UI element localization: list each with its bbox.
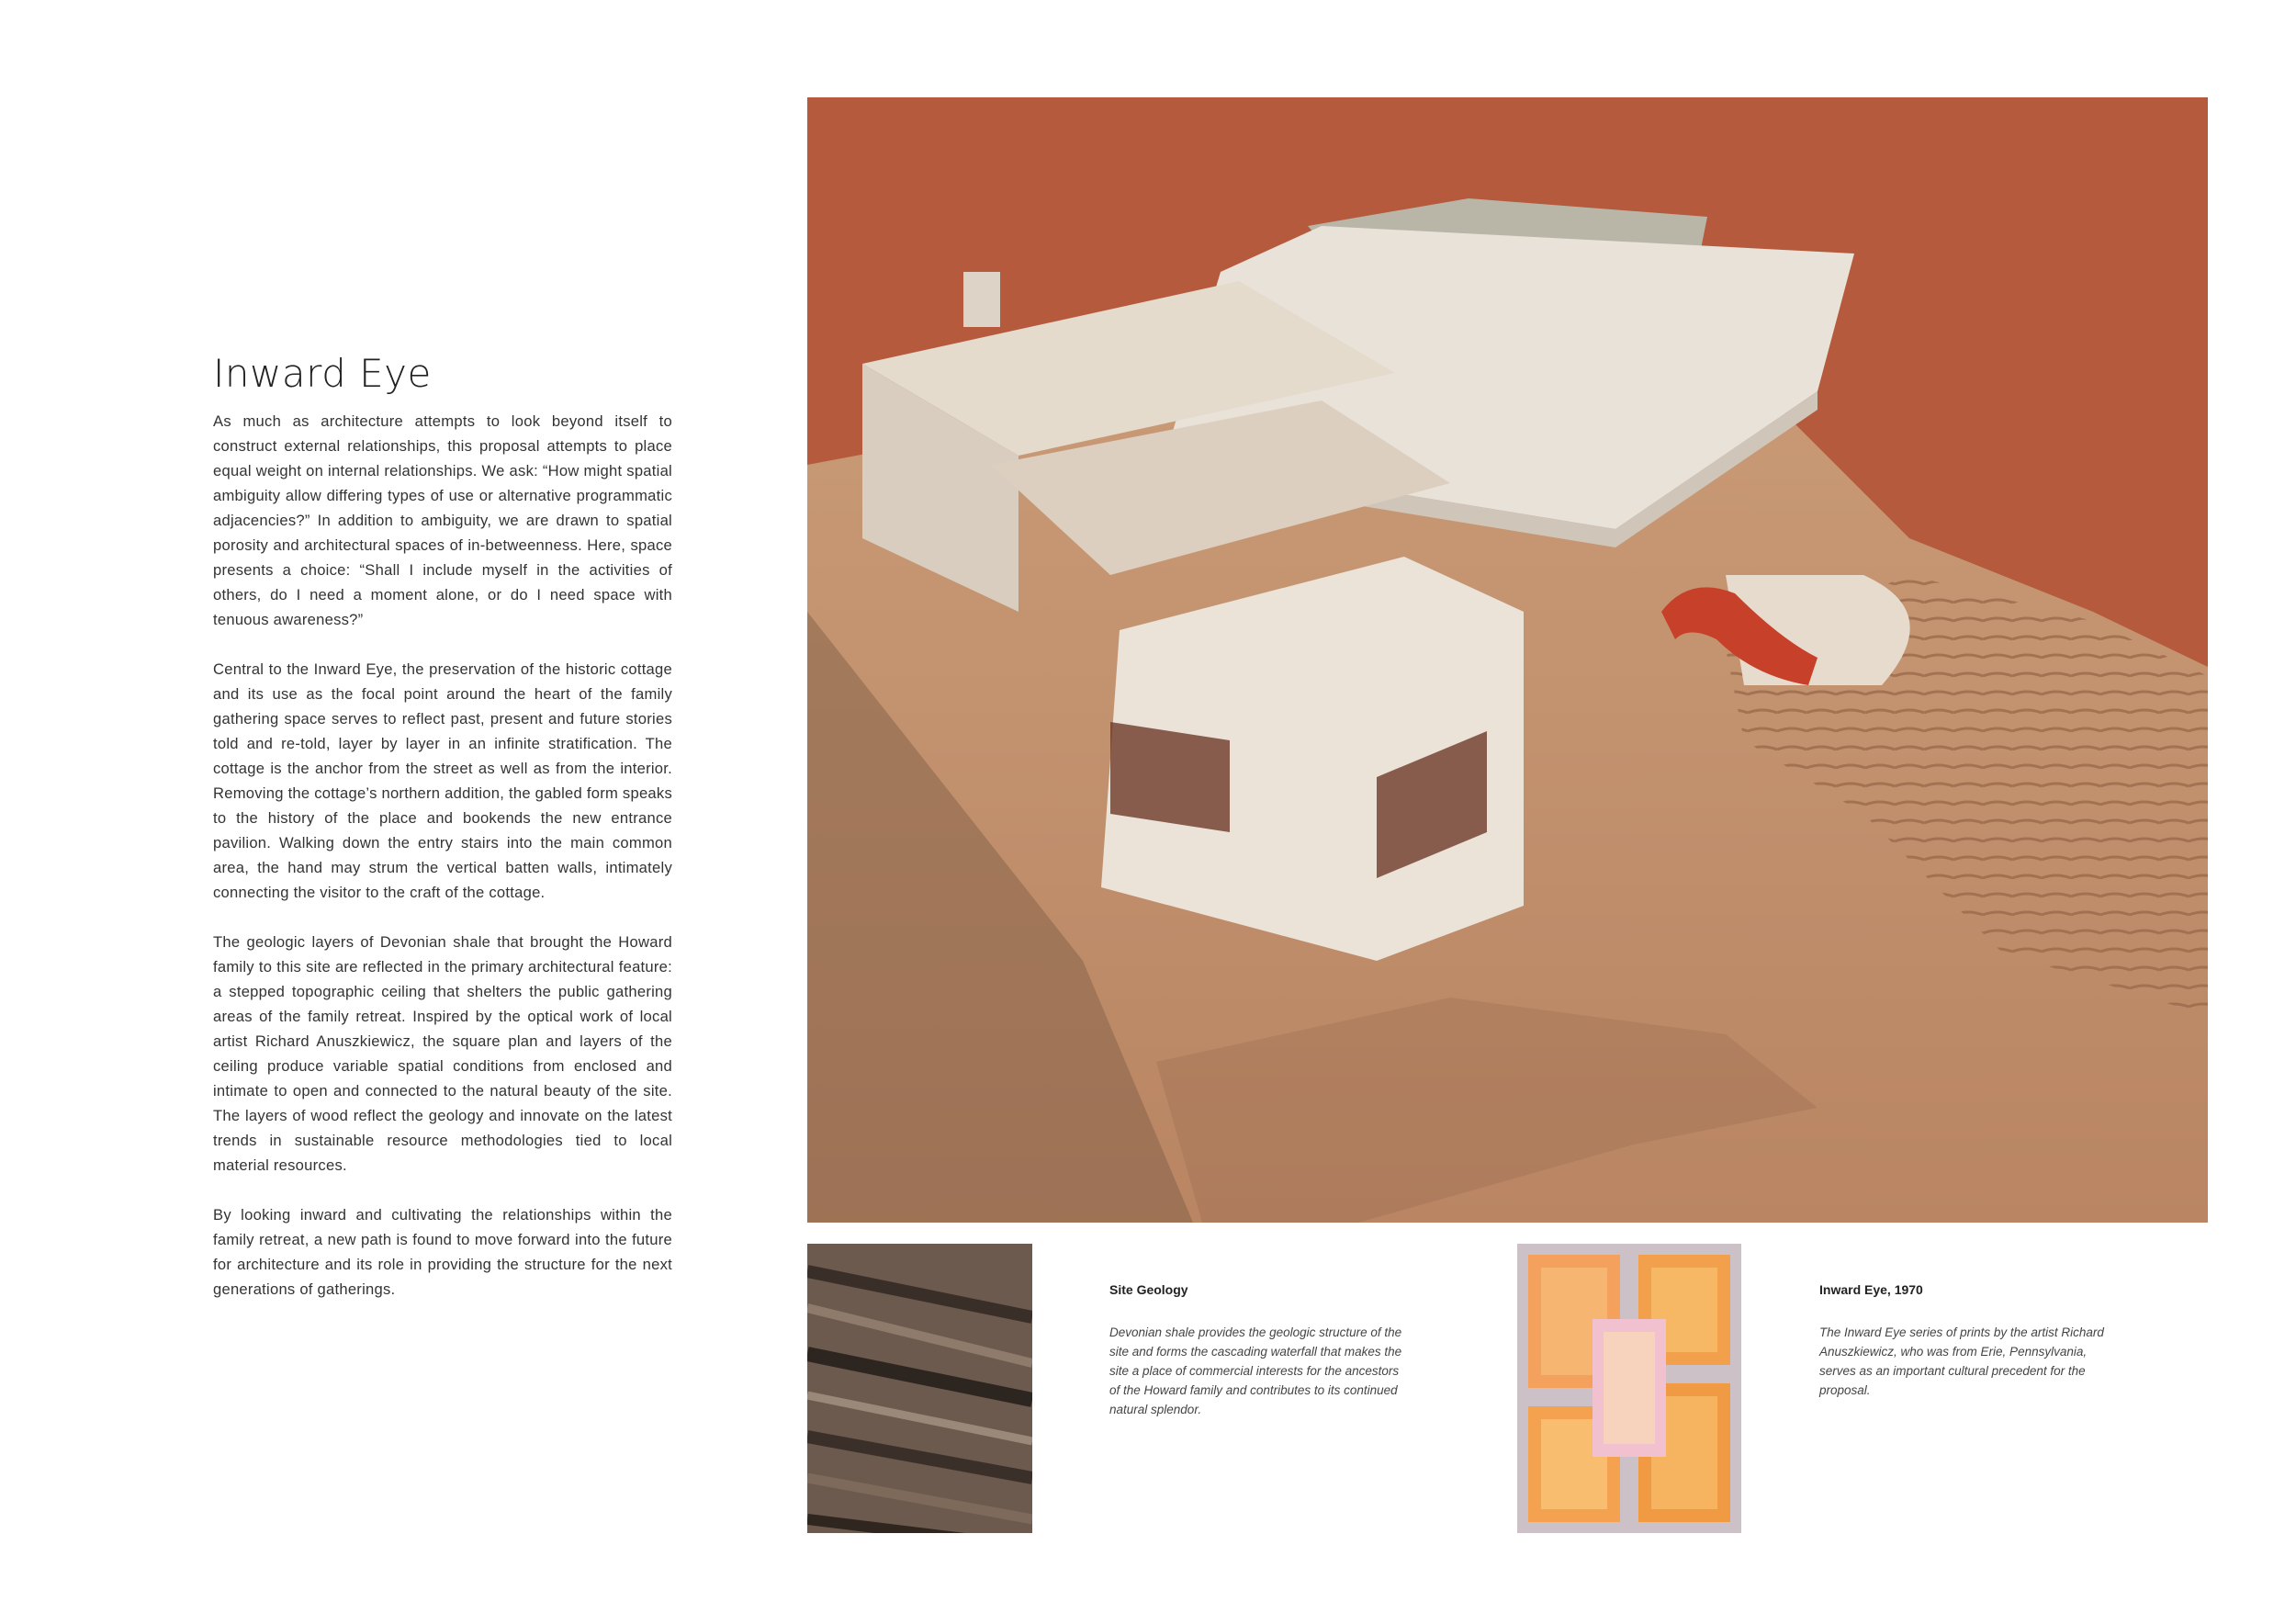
essay-paragraph-4: By looking inward and cultivating the relationships within the family retreat, a new path is found to move forward into the future for architecture and its role in providing the structure for the next generations of gatherings.: [213, 1206, 672, 1298]
shale-geology-photo: [807, 1244, 1032, 1533]
page-title: Inward Eye: [213, 351, 432, 396]
essay-paragraph-3: The geologic layers of Devonian shale that brought the Howard family to this site are reflected in the primary architectural feature: a stepped topographic ceiling that shelters the public gathering areas of the family retreat. Inspired by the optical work of local artist Richard Anuszkiewicz, the square plan and layers of the ceiling produce variable spatial conditions from enclosed and intimate to open and connected to the natural beauty of the site. The layers of wood reflect the geology and innovate on the latest trends in sustainable resource methodologies tied to local material resources.: [213, 933, 672, 1174]
architectural-model-photo: [807, 97, 2208, 1223]
pavilion-window: [1110, 722, 1230, 832]
essay-paragraph-1: As much as architecture attempts to look beyond itself to construct external relationships, this proposal attempts to place equal weight on internal relationships. We ask: “How might spatial ambiguity allow differing types of use or alternative programmatic adjacencies?” In addition to ambiguity, we are drawn to spatial porosity and architectural spaces of in-betweenness. Here, space presents a choice: “Shall I include myself in the activities of others, do I need a moment alone, or do I need space with tenuous awareness?”: [213, 412, 672, 628]
geology-caption: [1109, 1282, 1403, 1419]
essay-paragraph-2: Central to the Inward Eye, the preservation of the historic cottage and its use as the focal point around the heart of the family gathering space serves to reflect past, present and future stories told and re-told, layer by layer in an infinite stratification. The cottage is the anchor from the street as well as from the interior. Removing the cottage’s northern addition, the gabled form speaks to the history of the place and bookends the new entrance pavilion. Walking down the entry stairs into the main common area, the hand may strum the vertical batten walls, intimately connecting the visitor to the craft of the cottage.: [213, 660, 672, 901]
inward-eye-artwork: [1517, 1244, 1741, 1533]
model-illustration: [807, 97, 2208, 1223]
geology-caption-title: Site Geology: [1109, 1282, 1188, 1297]
geology-caption-body: Devonian shale provides the geologic structure of the site and forms the cascading waterfall that makes the site a place of commercial interests for the ancestors of the Howard family and contributes to its continued natural splendor.: [1109, 1325, 1402, 1416]
artwork-caption: [1819, 1282, 2113, 1400]
chimney: [963, 272, 1000, 327]
artwork-caption-title: Inward Eye, 1970: [1819, 1282, 1923, 1297]
artwork-caption-body: The Inward Eye series of prints by the artist Richard Anuszkiewicz, who was from Erie, Pennsylvania, serves as an important cultural precedent for the proposal.: [1819, 1325, 2104, 1397]
essay-column: [213, 351, 672, 1326]
